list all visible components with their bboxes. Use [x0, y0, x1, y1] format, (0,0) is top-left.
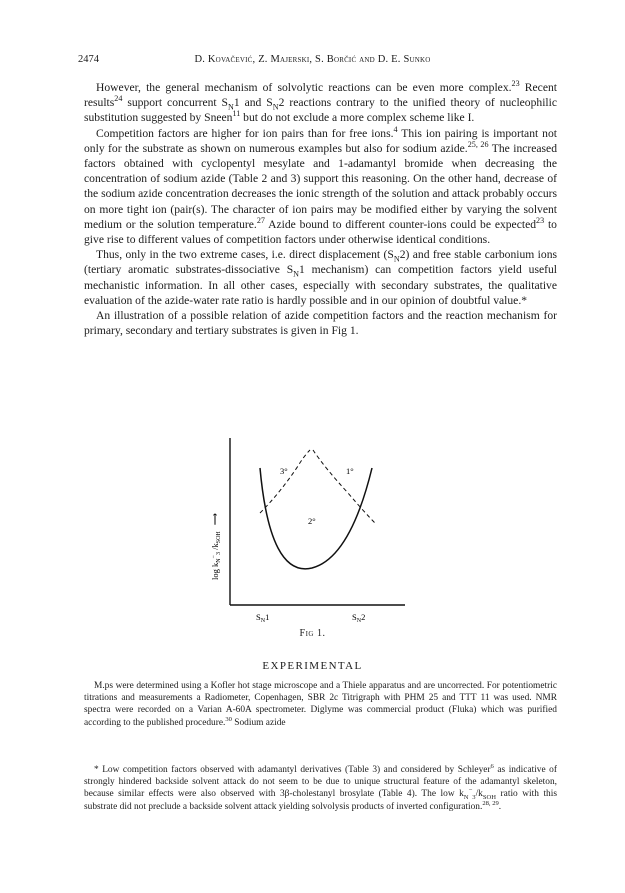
- label-primary: 1°: [346, 466, 354, 476]
- tertiary-substrate-curve: [260, 450, 310, 513]
- experimental-paragraph: M.ps were determined using a Kofler hot stage microscope and a Thiele apparatus and are uncorrected. For potentiometric titrations and measurements a Radiometer, Copenhagen, SBR 2c Titrigraph with PHM 25 and TTT 11 was used. NMR spectra were recorded on a Varian A-60A spectrometer. Diglyme was commercial product (Fluka) which was purified according to the published procedure.$^{30}$ Sodium azide: [84, 681, 557, 728]
- svg-text:log kN−3 /kSOH⟶: $\log k_N^-_3$ $/k_{SOH}⟶$: [210, 513, 222, 580]
- experimental-text: [84, 680, 557, 729]
- paragraph-3: Thus, only in the two extreme cases, i.e. direct displacement $(S_N2)$ and free stable carbonium ions (tertiary aromatic substrates-dissociative $S_N1$ mechanism) can competition factors yield useful mechanistic information. In all other cases, especially with secondary substrates, the qualitative evaluation of the azide-water rate ratio is hardly possible and in our opinion of doubtful value.*: [84, 248, 558, 307]
- body-text: [84, 80, 557, 338]
- figure-1: [200, 438, 420, 623]
- paragraph-1: However, the general mechanism of solvolytic reactions can be even more complex.$^{23}$ Recent results$^{24}$ support concurrent $S_N1$ and $S_N2$ reactions contrary to the unified theory of nucleophilic substitution suggested by Sneen$^{11}$ but do not exclude a more complex scheme like I.: [84, 79, 558, 125]
- footnote: [84, 764, 557, 813]
- paragraph-4: An illustration of a possible relation of azide competition factors and the reaction mechanism for primary, secondary and tertiary substrates is given in Fig 1.: [84, 309, 557, 338]
- page-number: 2474: [78, 54, 99, 65]
- section-heading-experimental: EXPERIMENTAL: [262, 660, 363, 672]
- label-tertiary: 3°: [280, 466, 288, 476]
- label-secondary: 2°: [308, 516, 316, 526]
- running-header-authors: D. Kovačević, Z. Majerski, S. Borčić and D. E. Sunko: [194, 54, 431, 65]
- x-label-sn2: $S_N2$: [352, 612, 366, 623]
- figure-caption: Fig 1.: [299, 628, 326, 639]
- paragraph-2: Competition factors are higher for ion pairs than for free ions.$^4$ This ion pairing is important not only for the substrate as shown on numerous examples but also for sodium azide.$^{25, 26}$ The increased factors obtained with cyclopentyl mesylate and 1-adamantyl bromide when decreasing the concentration of sodium azide (Table 2 and 3) support this reasoning. On the other hand, decrease of the sodium azide concentration decreases the ionic strength of the solution and attack probably occurs on more tight ion (pair(s). The character of ion pairs may be modified either by varying the solvent medium or the solution temperature.$^{27}$ Azide bound to different counter-ions could be expected$^{23}$ to give rise to different values of competition factors under otherwise identical conditions.: [84, 124, 557, 247]
- x-label-sn1: $S_N1$: [256, 612, 270, 623]
- y-axis-label: [210, 512, 222, 580]
- secondary-substrate-curve: [260, 468, 372, 569]
- footnote-paragraph: * Low competition factors observed with adamantyl derivatives (Table 3) and considered by Schleyer$^6$ as indicative of strongly hindered backside solvent attack do not seem to be due to unique structural feature of the adamantyl skeleton, because similar effects were also observed with 3β-cholestanyl brosylate (Table 4). The low $k_N^-_3/k_{SOH}$ ratio with this substrate did not preclude a backside solvent attack yielding solvolysis products of inverted configuration.$^{28, 29}$.: [84, 762, 557, 812]
